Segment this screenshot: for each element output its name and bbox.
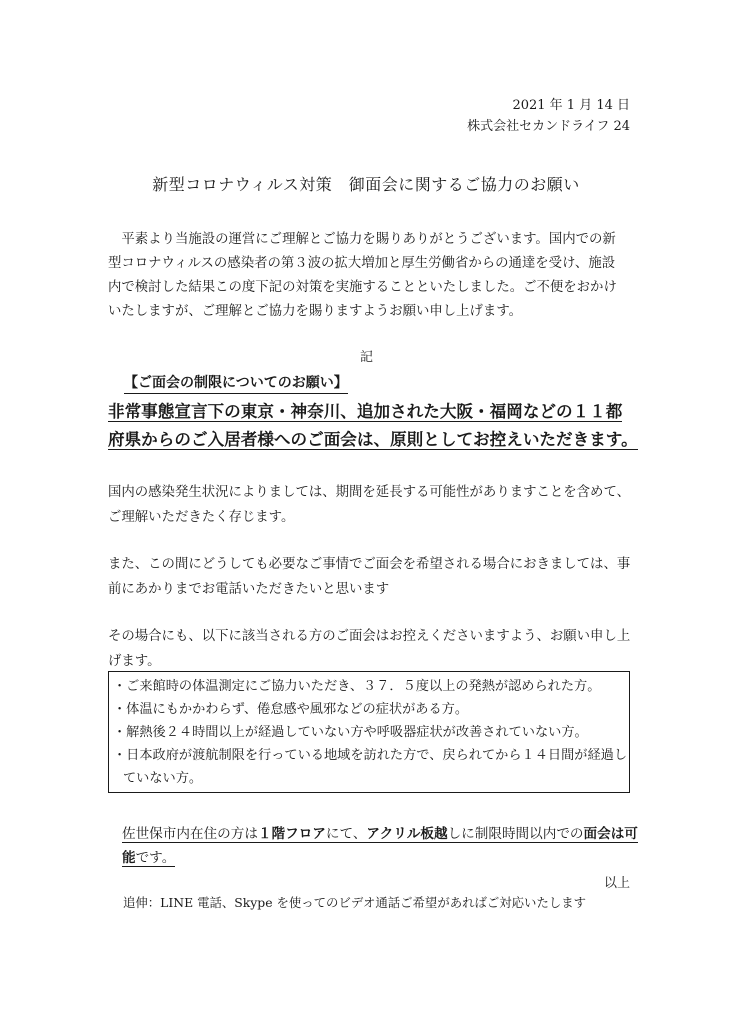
sasebo-text: です。 — [135, 850, 176, 866]
conditions-box — [108, 671, 630, 793]
sasebo-floor: １階フロア — [257, 826, 326, 842]
paragraph-contact: また、この間にどうしても必要なご事情でご面会を希望される場合におきましては、事前にあかりまでお電話いただきたいと思います — [108, 557, 631, 597]
main-notice-text: 非常事態宣言下の東京・神奈川、追加された大阪・福岡などの１１都府県からのご入居者様へのご面会は、原則としてお控えいただきます。 — [108, 402, 638, 449]
paragraph-restriction: その場合にも、以下に該当される方のご面会はお控えくださいますよう、お願い申し上げます。 — [108, 629, 631, 669]
ki-marker: 記 — [360, 350, 374, 365]
sasebo-possible: 面会は可能 — [122, 826, 638, 866]
postscript: 追伸：LINE 電話、Skype を使ってのビデオ通話ご希望があればご対応いたします — [123, 895, 587, 910]
document-title: 新型コロナウィルス対策 御面会に関するご協力のお願い — [152, 175, 580, 194]
condition-item: ・ご来館時の体温測定にご協力いただき、３７．５度以上の発熱が認められた方。 — [113, 679, 601, 694]
company-name: 株式会社セカンドライフ 24 — [467, 119, 630, 134]
sasebo-text: にて、 — [325, 826, 367, 842]
sasebo-resident: 佐世保市内在住 — [122, 826, 218, 842]
sasebo-acrylic: アクリル板越 — [366, 826, 448, 842]
intro-paragraph: 平素より当施設の運営にご理解とご協力を賜りありがとうございます。国内での新型コロナウィルスの感染者の第３波の拡大増加と厚生労働省からの通達を受け、施設内で検討した結果この度下記の対策を実施することといたしました。ご不便をおかけいたしますが、ご理解とご協力を賜りますようお願い申し上げます。 — [108, 232, 617, 319]
paragraph-extension: 国内の感染発生状況によりましては、期間を延長する可能性がありますことを含めて、ご理解いただきたく存じます。 — [108, 485, 630, 525]
condition-item: ・解熱後２４時間以上が経過していない方や呼吸器症状が改善されていない方。 — [113, 725, 588, 740]
sasebo-text: しに制限時間以内での — [447, 826, 584, 842]
request-heading: 【ご面会の制限についてのお願い】 — [124, 372, 348, 394]
condition-item: ・日本政府が渡航制限を行っている地域を訪れた方で、戻られてから１４日間が経過していない方。 — [113, 748, 628, 786]
closing-mark: 以上 — [603, 876, 630, 891]
sasebo-text: の方は — [217, 826, 258, 842]
main-notice — [108, 398, 638, 454]
condition-item: ・体温にもかかわらず、倦怠感や風邪などの症状がある方。 — [113, 702, 469, 717]
sasebo-notice — [122, 822, 642, 870]
document-date: 2021 年 1 月 14 日 — [512, 98, 630, 113]
